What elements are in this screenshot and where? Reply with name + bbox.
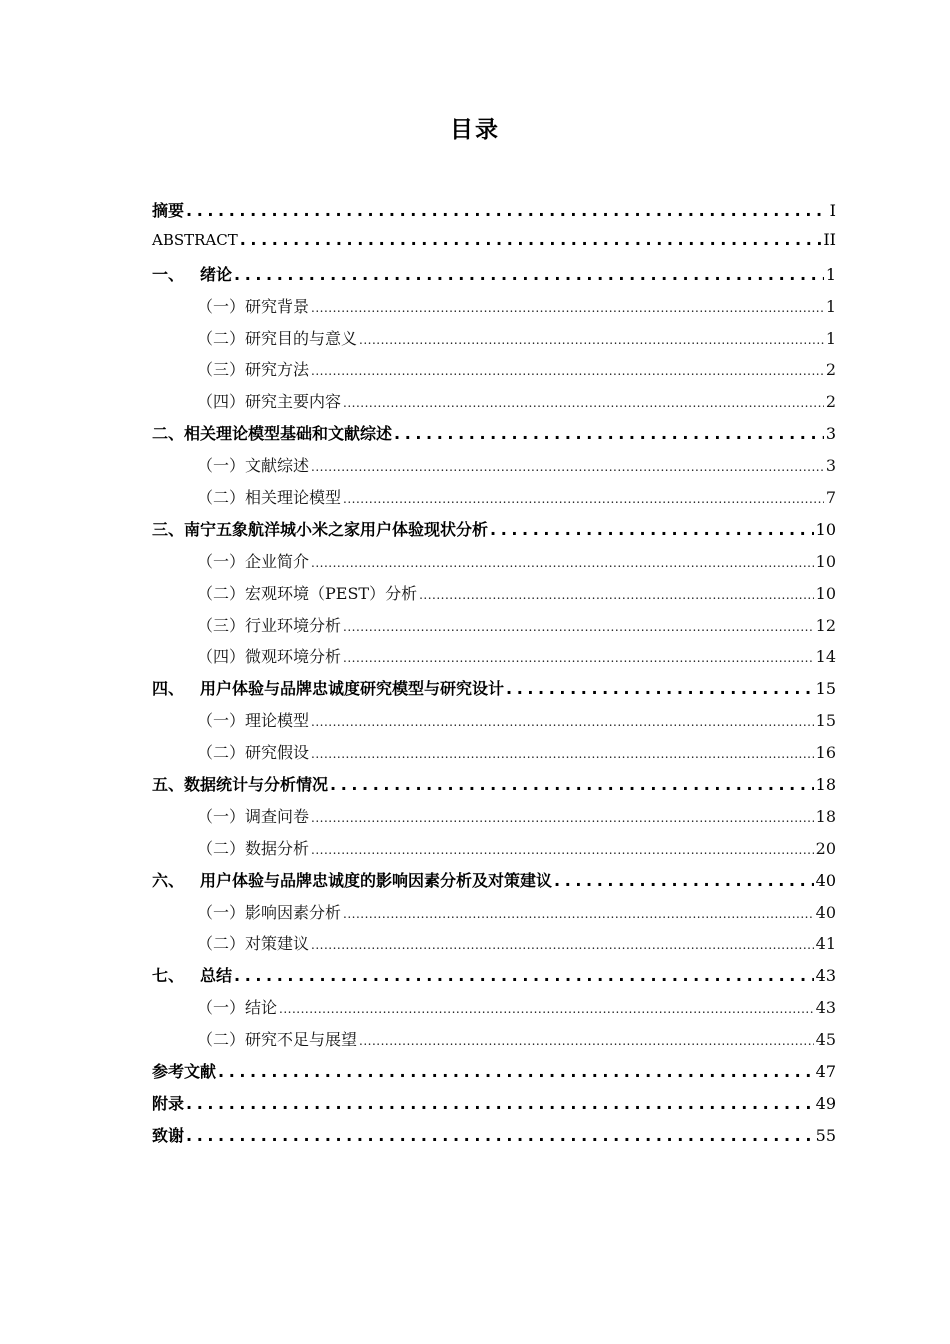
toc-section-entry[interactable]: [152, 995, 836, 1027]
toc-page-number: 43: [815, 998, 836, 1018]
toc-entry-label: [197, 549, 309, 572]
toc-entry-label: [197, 357, 309, 380]
toc-entry-text: （二）宏观环境（PEST）分析: [197, 583, 418, 603]
dot-leader: [343, 396, 824, 410]
dot-leader: [218, 1062, 814, 1081]
toc-entry-text: （三）研究方法: [197, 360, 310, 380]
toc-page-number: 10: [815, 519, 836, 539]
toc-entry-text: 附录: [152, 1093, 185, 1113]
toc-entry-text: 参考文献: [152, 1062, 217, 1082]
toc-entry-text: （二）研究假设: [197, 743, 310, 763]
toc-page-number: 20: [815, 838, 836, 858]
toc-section-entry[interactable]: [152, 549, 836, 581]
dot-leader: [343, 651, 814, 665]
toc-page-number: II: [823, 229, 836, 249]
toc-chapter-entry[interactable]: [152, 1059, 836, 1091]
dot-leader: [186, 201, 828, 220]
toc-page-number: 40: [815, 902, 836, 922]
toc-page-number: 2: [825, 360, 836, 380]
toc-section-entry[interactable]: [152, 357, 836, 389]
toc-entry-label: [197, 995, 277, 1018]
dot-leader: [343, 620, 814, 634]
toc-entry-text: 致谢: [152, 1125, 185, 1145]
toc-chapter-entry[interactable]: [152, 963, 836, 995]
toc-page-number: 18: [815, 806, 836, 826]
dot-leader: [359, 1034, 814, 1048]
dot-leader: [186, 1126, 814, 1145]
dot-leader: [490, 520, 814, 539]
toc-entry-label: [152, 517, 488, 540]
dot-leader: [240, 230, 822, 249]
toc-section-entry[interactable]: [152, 389, 836, 421]
toc-entry-text: （三）行业环境分析: [197, 615, 342, 635]
toc-page-number: I: [829, 201, 836, 220]
toc-entry-text: （一）结论: [197, 998, 278, 1018]
toc-section-entry[interactable]: [152, 613, 836, 645]
toc-chapter-entry[interactable]: [152, 262, 836, 294]
toc-page-number: 49: [815, 1093, 836, 1113]
toc-page-number: 3: [825, 456, 836, 476]
toc-entry-text: （一）研究背景: [197, 296, 310, 316]
toc-page-number: 10: [815, 551, 836, 571]
dot-leader: [394, 424, 824, 443]
dot-leader: [279, 1002, 814, 1016]
toc-entry-text: 五、数据统计与分析情况: [152, 775, 329, 795]
toc-entry-label: [197, 708, 309, 731]
toc-entry-text: 二、相关理论模型基础和文献综述: [152, 424, 393, 444]
toc-entry-label: [152, 198, 184, 221]
toc-chapter-entry[interactable]: [152, 1123, 836, 1155]
toc-entry-label: [197, 326, 357, 349]
toc-page-number: 1: [825, 296, 836, 316]
toc-entry-number: 四、: [152, 679, 185, 699]
toc-page-number: 7: [825, 488, 836, 508]
toc-entry-text: （二）研究不足与展望: [197, 1030, 358, 1050]
toc-section-entry[interactable]: [152, 294, 836, 326]
toc-entry-label: [197, 1027, 357, 1050]
toc-page-number: 3: [825, 424, 836, 444]
page-title: 目录: [450, 117, 500, 143]
dot-leader: [311, 843, 814, 857]
toc-chapter-entry[interactable]: [152, 676, 836, 708]
toc-entry-label: [197, 740, 309, 763]
dot-leader: [419, 588, 814, 602]
toc-chapter-entry[interactable]: [152, 1091, 836, 1123]
toc-section-entry[interactable]: [152, 836, 836, 868]
toc-entry-label: [197, 836, 309, 859]
dot-leader: [311, 938, 814, 952]
dot-leader: [311, 811, 814, 825]
dot-leader: [234, 966, 814, 985]
toc-page-number: 10: [815, 583, 836, 603]
toc-entry-text: （四）研究主要内容: [197, 392, 342, 412]
dot-leader: [330, 775, 814, 794]
toc-page-number: 14: [815, 647, 836, 667]
toc-entry-label: [197, 581, 417, 604]
toc-entry-text: （一）影响因素分析: [197, 902, 342, 922]
toc-section-entry[interactable]: [152, 931, 836, 963]
toc-section-entry[interactable]: [152, 453, 836, 485]
toc-page-number: 15: [815, 711, 836, 731]
dot-leader: [234, 265, 824, 284]
toc-entry-label: [197, 900, 341, 923]
toc-entry-label: [152, 1123, 184, 1146]
dot-leader: [506, 679, 814, 698]
toc-entry-text: （二）对策建议: [197, 934, 310, 954]
toc-page-number: 12: [815, 615, 836, 635]
dot-leader: [311, 556, 814, 570]
toc-section-entry[interactable]: [152, 1027, 836, 1059]
dot-leader: [554, 871, 814, 890]
toc-page-number: 40: [815, 870, 836, 890]
toc-chapter-entry[interactable]: [152, 772, 836, 804]
toc-entry-label: [152, 421, 392, 444]
toc-entry-text: 总结: [200, 966, 233, 986]
toc-entry-label: [197, 644, 341, 667]
toc-chapter-entry[interactable]: [152, 230, 836, 262]
toc-entry-text: （四）微观环境分析: [197, 647, 342, 667]
toc-entry-text: （一）文献综述: [197, 456, 310, 476]
toc-page-number: 16: [815, 743, 836, 763]
toc-section-entry[interactable]: [152, 900, 836, 932]
toc-page-number: 1: [825, 264, 836, 284]
toc-section-entry[interactable]: [152, 708, 836, 740]
toc-entry-label: [152, 963, 232, 986]
toc-entry-text: （二）研究目的与意义: [197, 328, 358, 348]
toc-entry-text: 三、南宁五象航洋城小米之家用户体验现状分析: [152, 519, 489, 539]
toc-chapter-entry[interactable]: [152, 421, 836, 453]
toc-entry-label: [152, 1091, 184, 1114]
toc-section-entry[interactable]: [152, 581, 836, 613]
dot-leader: [343, 907, 814, 921]
toc-page-number: 2: [825, 392, 836, 412]
toc-entry-text: （二）相关理论模型: [197, 488, 342, 508]
toc-entry-label: [152, 231, 238, 249]
toc-entry-number: 六、: [152, 870, 185, 890]
toc-chapter-entry[interactable]: [152, 868, 836, 900]
toc-page-number: 15: [815, 679, 836, 699]
toc-page-number: 47: [815, 1062, 836, 1082]
toc-page-number: 55: [815, 1125, 836, 1145]
toc-entry-label: [197, 294, 309, 317]
dot-leader: [311, 301, 824, 315]
toc-entry-label: [152, 262, 232, 285]
toc-chapter-entry[interactable]: [152, 198, 836, 230]
toc-entry-label: [152, 1059, 216, 1082]
toc-entry-text: ABSTRACT: [152, 230, 238, 249]
toc-page-number: 18: [815, 775, 836, 795]
toc-entry-label: [197, 389, 341, 412]
toc-page-number: 43: [815, 966, 836, 986]
dot-leader: [311, 715, 814, 729]
toc-entry-text: （一）调查问卷: [197, 806, 310, 826]
toc-section-entry[interactable]: [152, 804, 836, 836]
dot-leader: [343, 492, 824, 506]
toc-entry-label: [197, 453, 309, 476]
dot-leader: [311, 747, 814, 761]
dot-leader: [311, 364, 824, 378]
toc-entry-number: 一、: [152, 264, 185, 284]
toc-section-entry[interactable]: [152, 644, 836, 676]
toc-page-number: 45: [815, 1030, 836, 1050]
toc-list: [152, 198, 836, 1155]
toc-entry-label: [197, 485, 341, 508]
toc-entry-label: [152, 868, 552, 891]
toc-entry-text: （二）数据分析: [197, 838, 310, 858]
toc-entry-text: 用户体验与品牌忠诚度的影响因素分析及对策建议: [200, 870, 553, 890]
toc-entry-text: （一）企业简介: [197, 551, 310, 571]
toc-entry-label: [152, 772, 328, 795]
toc-entry-text: 绪论: [200, 264, 233, 284]
toc-entry-label: [152, 676, 504, 699]
dot-leader: [359, 333, 824, 347]
toc-section-entry[interactable]: [152, 740, 836, 772]
toc-entry-number: 七、: [152, 966, 185, 986]
toc-entry-label: [197, 931, 309, 954]
toc-section-entry[interactable]: [152, 326, 836, 358]
toc-chapter-entry[interactable]: [152, 517, 836, 549]
dot-leader: [186, 1094, 814, 1113]
toc-entry-label: [197, 804, 309, 827]
toc-section-entry[interactable]: [152, 485, 836, 517]
toc-entry-text: 用户体验与品牌忠诚度研究模型与研究设计: [200, 679, 505, 699]
dot-leader: [311, 460, 824, 474]
toc-page-number: 1: [825, 328, 836, 348]
toc-page-number: 41: [815, 934, 836, 954]
toc-entry-text: （一）理论模型: [197, 711, 310, 731]
toc-entry-text: 摘要: [152, 201, 185, 220]
toc-entry-label: [197, 613, 341, 636]
